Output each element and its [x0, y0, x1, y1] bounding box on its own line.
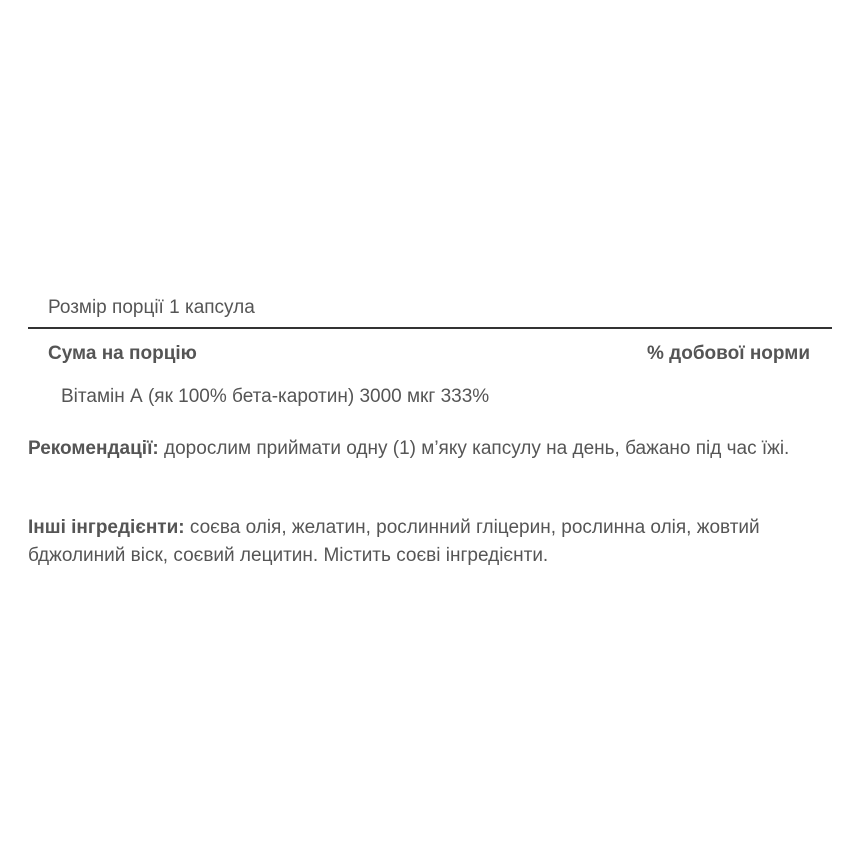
recommendations-label: Рекомендації: [28, 438, 159, 459]
other-ingredients-text: соєва олія, желатин, рослинний гліцерин, рослинна олія, жовтий бджолиний віск, соєвий лецитин. Містить соєві інгредієнти. [28, 517, 760, 566]
table-row: Вітамін А (як 100% бета-каротин) 3000 мкг 333% [61, 386, 490, 407]
other-ingredients-label: Інші інгредієнти: [28, 517, 185, 538]
serving-size-text: Розмір порції 1 капсула [48, 297, 255, 318]
daily-value-header: % добової норми [646, 343, 810, 364]
other-ingredients-paragraph [28, 514, 840, 570]
recommendations-text: дорослим приймати одну (1) м’яку капсулу на день, бажано під час їжі. [158, 438, 790, 459]
amount-per-serving-header: Сума на порцію [48, 343, 197, 364]
table-divider [28, 327, 832, 329]
recommendations-paragraph [28, 435, 840, 463]
